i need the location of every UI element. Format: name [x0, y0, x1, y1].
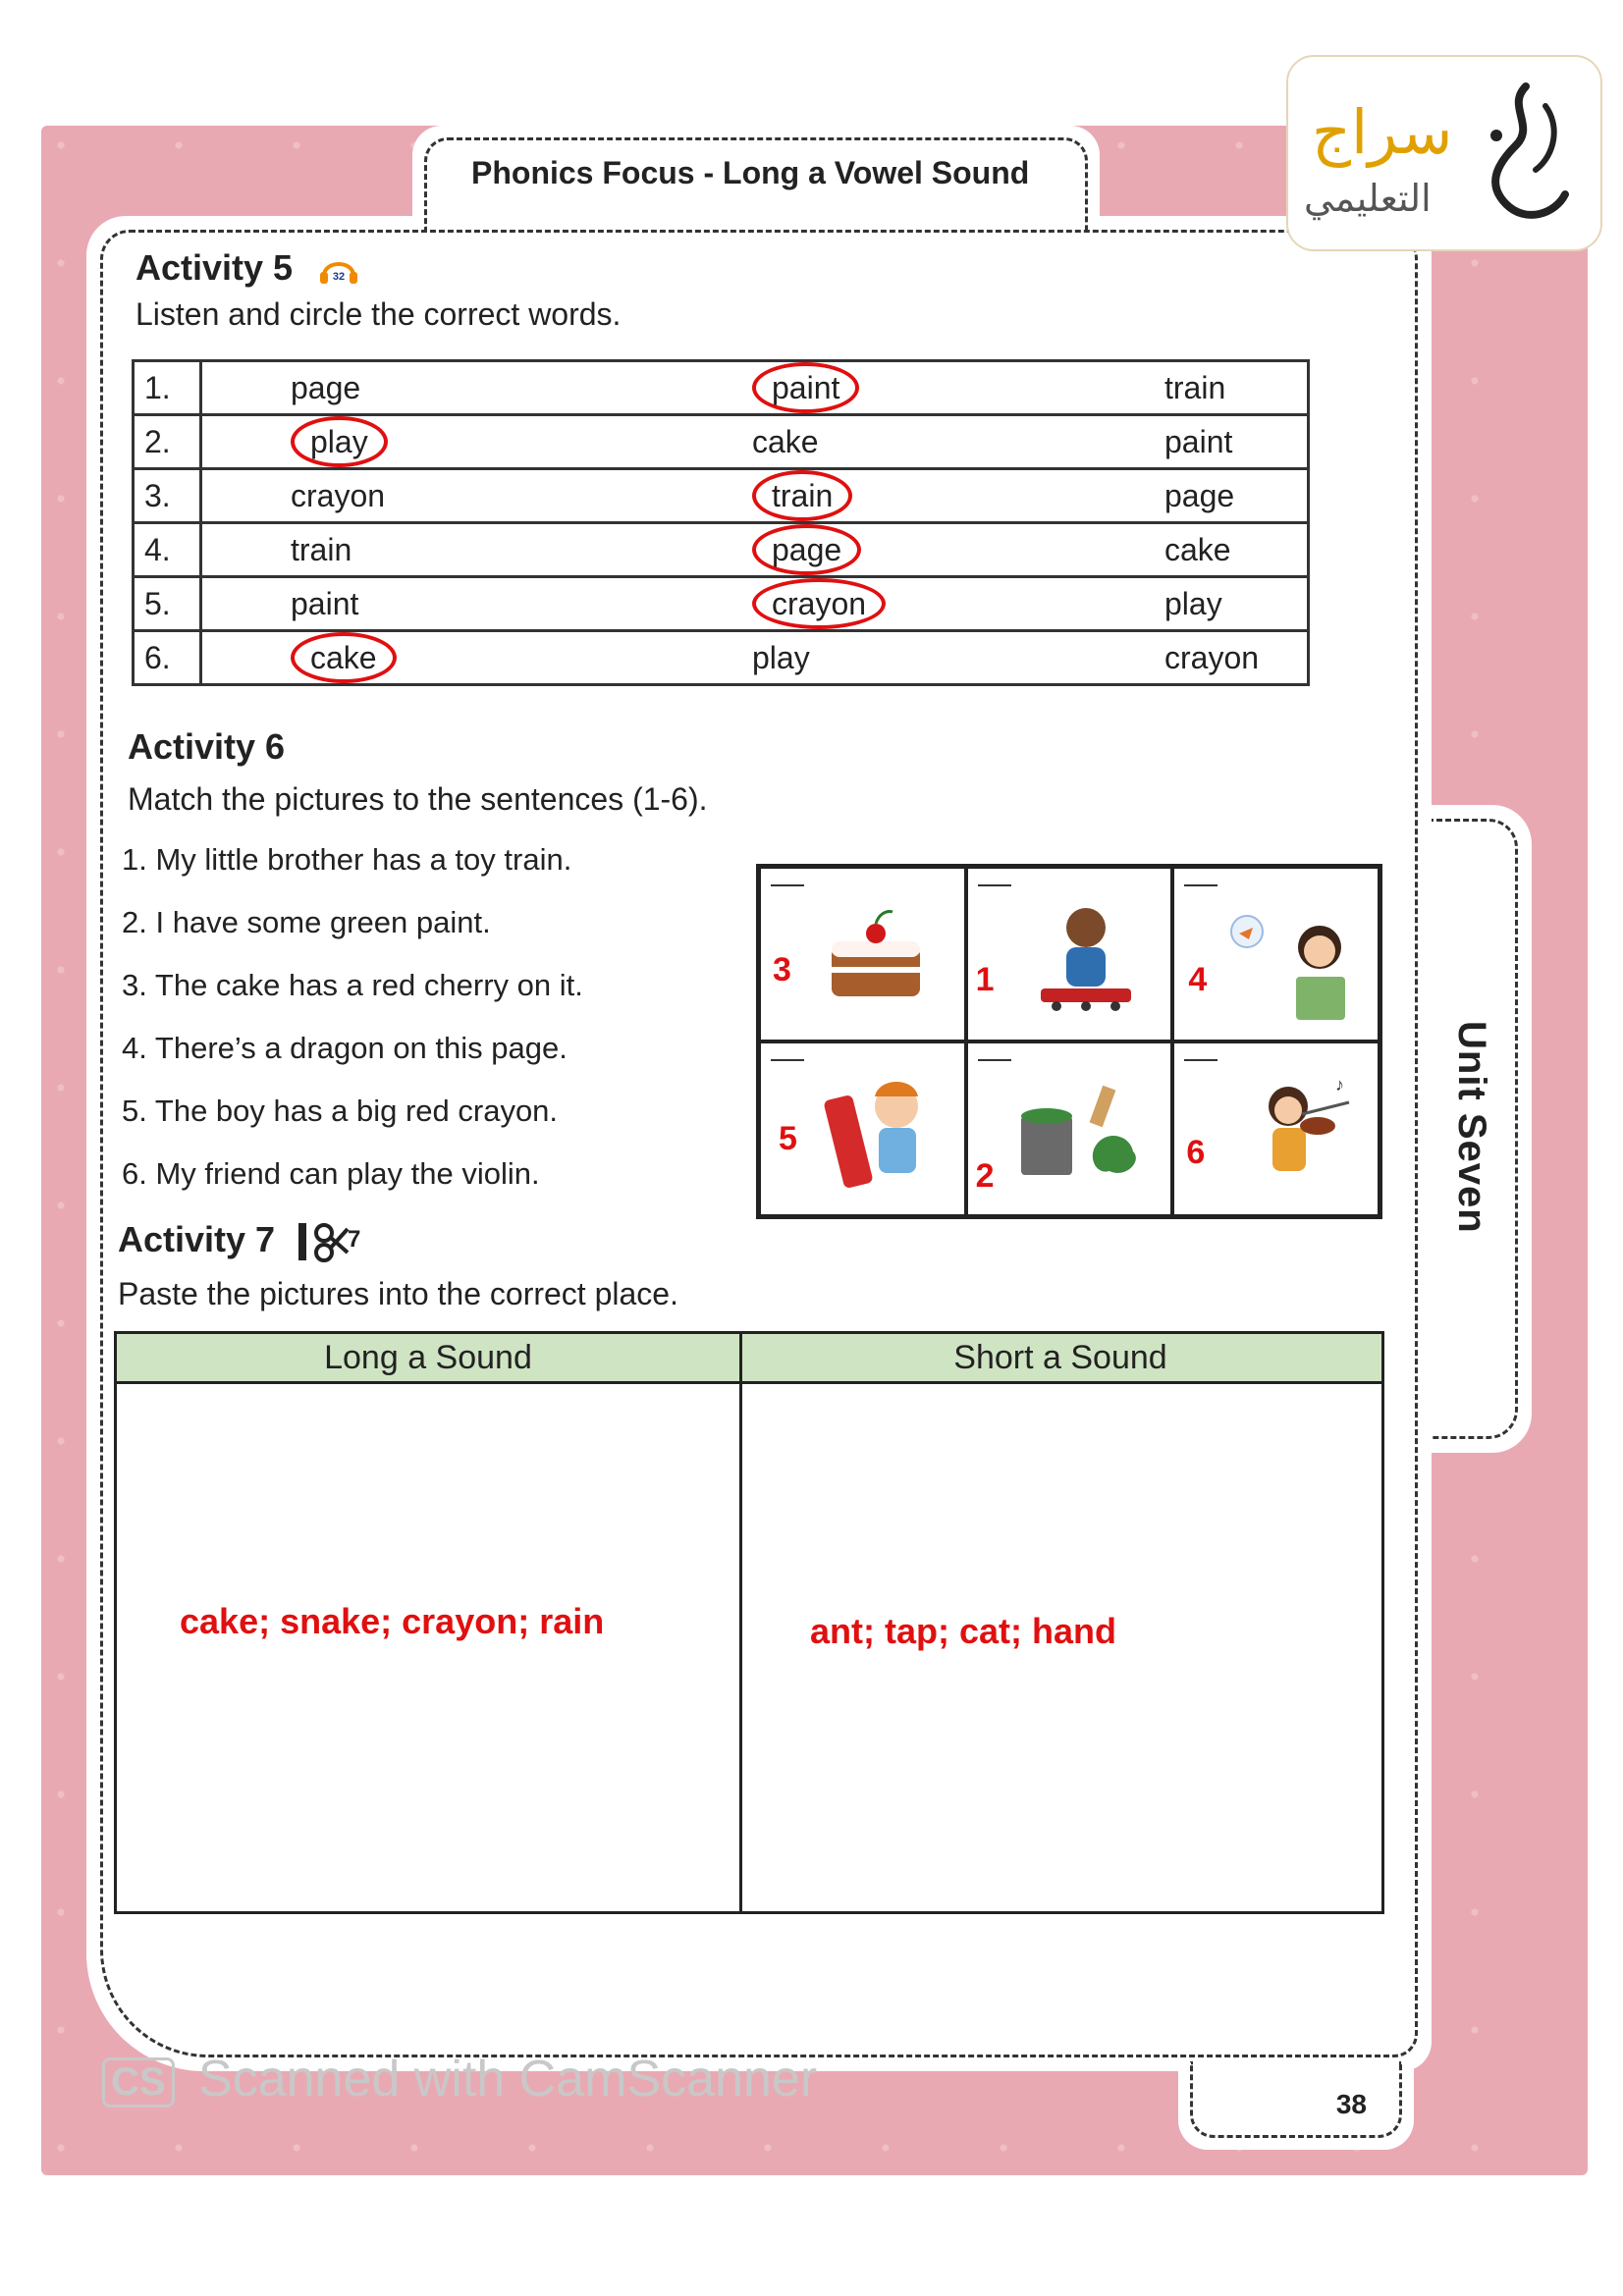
picture-cell: [1172, 867, 1380, 1041]
boy-train-icon: [1027, 898, 1145, 1016]
row-number: 4.: [144, 531, 171, 567]
logo-main-text: سراج: [1312, 96, 1453, 168]
picture-cell: [759, 1041, 966, 1216]
siraj-logo: [1286, 55, 1602, 251]
word-option-2[interactable]: train: [752, 470, 852, 521]
paint-icon: [1001, 1077, 1159, 1195]
page-number: 38: [1335, 2089, 1367, 2119]
activity5-row: [134, 577, 1309, 631]
activity6-picture-grid: [756, 864, 1382, 1219]
page-number-tab: [1178, 2061, 1414, 2150]
word-option-3[interactable]: train: [1164, 369, 1226, 405]
answer-number: 3: [773, 951, 791, 988]
activity5-row: [134, 361, 1309, 415]
short-a-answer: ant; tap; cat; hand: [810, 1611, 1116, 1651]
picture-cell: [966, 1041, 1173, 1216]
unit-label: Unit Seven: [1450, 1021, 1493, 1234]
activity7-instruction: Paste the pictures into the correct place.: [118, 1276, 678, 1311]
picture-cell: [759, 867, 966, 1041]
word-option-3[interactable]: crayon: [1164, 639, 1260, 675]
sentence-item: 5. The boy has a big red crayon.: [122, 1094, 559, 1128]
long-a-answer: cake; snake; crayon; rain: [180, 1601, 605, 1641]
row-number: 5.: [144, 585, 171, 621]
activity6-instruction: Match the pictures to the sentences (1-6).: [128, 781, 708, 817]
long-a-header: Long a Sound: [117, 1334, 739, 1384]
boy-crayon-icon: [820, 1067, 938, 1195]
word-option-2[interactable]: page: [752, 524, 861, 575]
answer-number: 5: [779, 1120, 797, 1157]
camscanner-watermark: [102, 2050, 817, 2109]
word-option-2[interactable]: paint: [752, 362, 859, 413]
row-number: 6.: [144, 639, 171, 675]
track-number: 32: [332, 271, 346, 284]
unit-side-tab: [1414, 805, 1532, 1453]
activity5-title: Activity 5 32: [135, 247, 359, 289]
activity6-title: Activity 6: [128, 726, 286, 767]
answer-number: 2: [975, 1157, 995, 1195]
row-number: 3.: [144, 477, 171, 513]
girl-violin-icon: [1233, 1067, 1361, 1195]
logo-sub-text: التعليمي: [1304, 177, 1432, 220]
word-option-1[interactable]: train: [291, 531, 352, 567]
word-option-1[interactable]: cake: [291, 632, 397, 683]
row-number: 2.: [144, 423, 171, 459]
sentence-item: 6. My friend can play the violin.: [122, 1156, 540, 1191]
activity5-table: [132, 359, 1310, 686]
sentence-item: 1. My little brother has a toy train.: [122, 842, 572, 877]
word-option-1[interactable]: play: [291, 416, 388, 467]
word-option-1[interactable]: paint: [291, 585, 359, 621]
word-option-3[interactable]: cake: [1164, 531, 1231, 567]
header-tab: [412, 126, 1100, 224]
cake-icon: [822, 898, 930, 1006]
word-option-3[interactable]: play: [1164, 585, 1222, 621]
picture-cell: [966, 867, 1173, 1041]
word-option-1[interactable]: page: [291, 369, 361, 405]
short-a-header: Short a Sound: [739, 1334, 1381, 1384]
row-number: 1.: [144, 369, 171, 405]
activity7-title: Activity 7 7: [118, 1219, 363, 1264]
answer-number: 4: [1188, 961, 1208, 998]
word-option-2[interactable]: cake: [752, 423, 819, 459]
sticker-number: 7: [348, 1226, 361, 1254]
word-option-2[interactable]: play: [752, 639, 810, 675]
answer-number: 6: [1186, 1134, 1206, 1171]
calligraphy-mark-icon: [1467, 77, 1583, 234]
headphones-icon: [318, 254, 359, 286]
girl-book-icon: [1217, 908, 1365, 1026]
activity5-row: [134, 415, 1309, 469]
scissors-sticker-icon: [295, 1219, 363, 1264]
answer-number: 1: [975, 961, 995, 998]
activity7-table: [114, 1331, 1384, 1914]
svg-text:♪: ♪: [1335, 1075, 1345, 1095]
camscanner-badge: CS: [102, 2057, 175, 2108]
header-title: Phonics Focus - Long a Vowel Sound: [471, 155, 1030, 190]
sentence-item: 2. I have some green paint.: [122, 905, 491, 939]
camscanner-text: Scanned with CamScanner: [198, 2051, 818, 2108]
word-option-1[interactable]: crayon: [291, 477, 386, 513]
picture-cell: [1172, 1041, 1380, 1216]
sentence-item: 3. The cake has a red cherry on it.: [122, 968, 583, 1002]
word-option-3[interactable]: paint: [1164, 423, 1233, 459]
activity5-row: [134, 631, 1309, 685]
activity5-instruction: Listen and circle the correct words.: [135, 296, 622, 332]
activity5-row: [134, 523, 1309, 577]
activity5-row: [134, 469, 1309, 523]
sentence-item: 4. There’s a dragon on this page.: [122, 1031, 568, 1065]
word-option-2[interactable]: crayon: [752, 578, 886, 629]
word-option-3[interactable]: page: [1164, 477, 1235, 513]
